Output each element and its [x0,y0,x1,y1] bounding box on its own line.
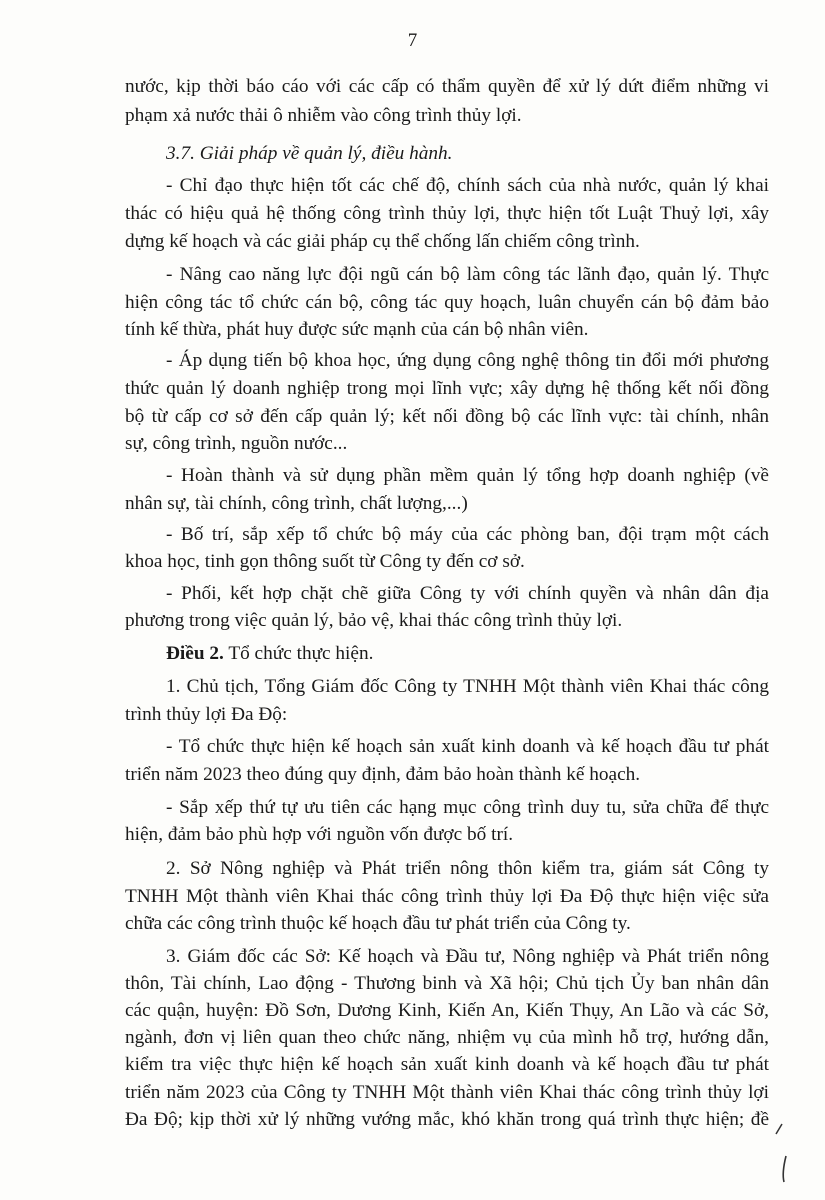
text-line: kiểm tra việc thực hiện kế hoạch sản xuất kinh doanh và kế hoạch đầu tư phát [125,1054,769,1075]
article-title: Tổ chức thực hiện. [223,643,374,664]
page-number: 7 [407,30,418,51]
section-heading: 3.7. Giải pháp về quản lý, điều hành. [166,143,453,164]
text-line: - Chỉ đạo thực hiện tốt các chế độ, chính sách của nhà nước, quản lý khai [166,175,769,196]
text-line: nhân sự, tài chính, công trình, chất lượng,...) [125,493,468,514]
text-line: sự, công trình, nguồn nước... [125,433,348,454]
text-line: dựng kế hoạch và các giải pháp cụ thể chống lấn chiếm công trình. [125,231,640,252]
text-line: phạm xả nước thải ô nhiễm vào công trình thủy lợi. [125,105,522,126]
text-line: - Tổ chức thực hiện kế hoạch sản xuất kinh doanh và kế hoạch đầu tư phát [166,736,769,757]
text-line: khoa học, tinh gọn thông suốt từ Công ty đến cơ sở. [125,551,525,572]
text-line: - Phối, kết hợp chặt chẽ giữa Công ty với chính quyền và nhân dân địa [166,583,769,604]
text-line: - Nâng cao năng lực đội ngũ cán bộ làm công tác lãnh đạo, quản lý. Thực [166,264,769,285]
text-line: hiện, đảm bảo phù hợp với nguồn vốn được bố trí. [125,824,514,845]
text-line: trình thủy lợi Đa Độ: [125,704,288,725]
article-label: Điều 2. [166,643,224,664]
text-line: TNHH Một thành viên Khai thác công trình thủy lợi Đa Độ thực hiện việc sửa [125,886,769,907]
text-line: nước, kịp thời báo cáo với các cấp có thẩm quyền để xử lý dứt điểm những vi [125,76,769,97]
text-line: thác có hiệu quả hệ thống công trình thủy lợi, thực hiện tốt Luật Thuỷ lợi, xây [125,203,769,224]
text-line: 3. Giám đốc các Sở: Kế hoạch và Đầu tư, Nông nghiệp và Phát triển nông [166,946,769,967]
text-line: 2. Sở Nông nghiệp và Phát triển nông thôn kiểm tra, giám sát Công ty [166,858,769,879]
text-line: tính kế thừa, phát huy được sức mạnh của cán bộ nhân viên. [125,319,589,340]
text-line: triển năm 2023 theo đúng quy định, đảm bảo hoàn thành kế hoạch. [125,764,641,785]
article-heading [166,642,373,666]
text-line: các quận, huyện: Đồ Sơn, Dương Kinh, Kiến An, Kiến Thụy, An Lão và các Sở, [125,1000,769,1021]
text-line: 1. Chủ tịch, Tổng Giám đốc Công ty TNHH Một thành viên Khai thác công [166,676,769,697]
text-line: thôn, Tài chính, Lao động - Thương binh và Xã hội; Chủ tịch Ủy ban nhân dân [125,973,769,994]
text-line: - Bố trí, sắp xếp tổ chức bộ máy của các phòng ban, đội trạm một cách [166,524,769,545]
text-line: phương trong việc quản lý, bảo vệ, khai thác công trình thủy lợi. [125,610,623,631]
text-line: - Hoàn thành và sử dụng phần mềm quản lý tổng hợp doanh nghiệp (về [166,465,769,486]
pen-stroke-mark [770,1120,800,1190]
text-line: - Áp dụng tiến bộ khoa học, ứng dụng công nghệ thông tin đổi mới phương [166,350,769,371]
text-line: chữa các công trình thuộc kế hoạch đầu tư phát triển của Công ty. [125,913,631,934]
text-line: Đa Độ; kịp thời xử lý những vướng mắc, khó khăn trong quá trình thực hiện; đề [125,1109,769,1130]
text-line: hiện công tác tổ chức cán bộ, công tác quy hoạch, luân chuyển cán bộ đảm bảo [125,292,769,313]
text-line: thức quản lý doanh nghiệp trong mọi lĩnh vực; xây dựng hệ thống kết nối đồng [125,378,769,399]
text-line: triển năm 2023 của Công ty TNHH Một thành viên Khai thác công trình thủy lợi [125,1082,769,1103]
text-line: - Sắp xếp thứ tự ưu tiên các hạng mục công trình duy tu, sửa chữa để thực [166,797,769,818]
text-line: ngành, đơn vị liên quan theo chức năng, nhiệm vụ của mình hỗ trợ, hướng dẫn, [125,1027,769,1048]
text-line: bộ từ cấp cơ sở đến cấp quản lý; kết nối đồng bộ các lĩnh vực: tài chính, nhân [125,406,769,427]
